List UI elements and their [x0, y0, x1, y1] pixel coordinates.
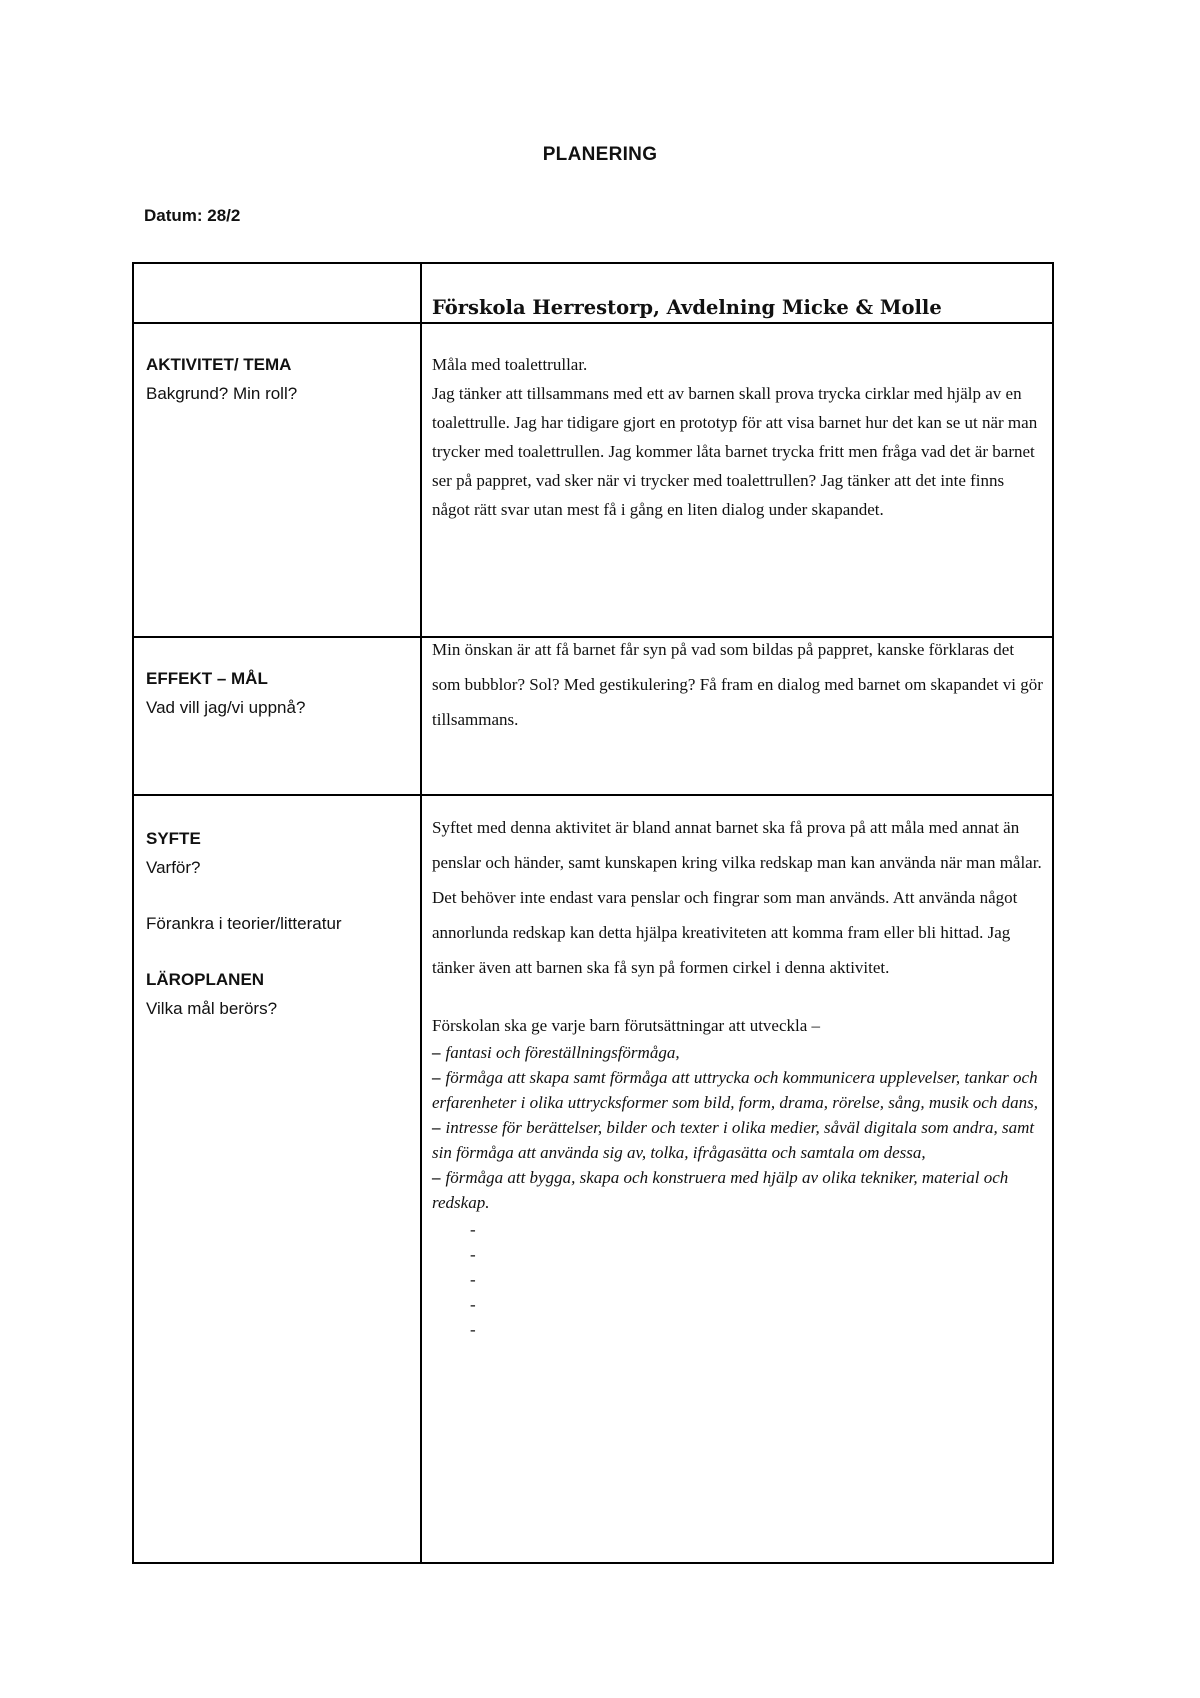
curriculum-goal-item: – förmåga att skapa samt förmåga att uttrycka och kommunicera upplevelser, tankar och erfarenheter i olika uttrycksformer som bild, form, drama, rörelse, sång, musik och dans, [432, 1068, 1038, 1112]
activity-label-cell [146, 350, 412, 408]
purpose-label-cell [146, 824, 412, 1023]
effect-label-cell [146, 664, 412, 722]
planning-table [132, 262, 1054, 1564]
activity-paragraph: Jag tänker att tillsammans med ett av barnen skall prova trycka cirklar med hjälp av en toalettrulle. Jag har tidigare gjort en prototyp för att visa barnet hur det kan se ut när man trycker med toalettrullen. Jag kommer låta barnet trycka fritt men fråga vad det är barnet ser på pappret, vad sker när vi trycker med toalettrullen? Jag tänker att det inte finns något rätt svar utan mest få i gång en liten dialog under skapandet. [432, 384, 1038, 519]
theory-sublabel: Förankra i teorier/litteratur [146, 914, 342, 933]
empty-dash-item: - [470, 1220, 476, 1239]
column-divider [420, 264, 422, 1562]
document-title: PLANERING [542, 144, 658, 165]
effect-content-cell [432, 632, 1044, 737]
list-dash: – [432, 1068, 441, 1087]
curriculum-goal-item: – förmåga att bygga, skapa och konstruera med hjälp av olika tekniker, material och redskap. [432, 1168, 1009, 1212]
empty-dash-item: - [470, 1245, 476, 1264]
curriculum-goal-item: – fantasi och föreställningsförmåga, [432, 1043, 680, 1062]
empty-dash-item: - [470, 1270, 476, 1289]
curriculum-goal-list [432, 1040, 1044, 1215]
curriculum-label: LÄROPLANEN [146, 970, 265, 989]
activity-sublabel: Bakgrund? Min roll? [146, 384, 298, 403]
activity-content-cell [432, 350, 1044, 524]
effect-paragraph: Min önskan är att få barnet får syn på vad som bildas på pappret, kanske förklaras det som bubblor? Sol? Med gestikulering? Få fram en dialog med barnet om skapandet vi gör tillsammans. [432, 640, 1043, 729]
list-dash: – [432, 1168, 441, 1187]
empty-dash-item: - [470, 1295, 476, 1314]
activity-paragraph: Måla med toalettrullar. [432, 355, 588, 374]
purpose-label: SYFTE [146, 829, 201, 848]
activity-label: AKTIVITET/ TEMA [146, 355, 292, 374]
row-divider-effect [134, 794, 1052, 796]
empty-dash-list [432, 1217, 1044, 1342]
effect-sublabel: Vad vill jag/vi uppnå? [146, 698, 306, 717]
row-divider-header [134, 322, 1052, 324]
curriculum-goal-item: – intresse för berättelser, bilder och texter i olika medier, såväl digitala som andra, samt sin förmåga att använda sig av, tolka, ifrågasätta och samtala om dessa, [432, 1118, 1035, 1162]
purpose-content-cell [432, 810, 1044, 1342]
empty-dash-item: - [470, 1320, 476, 1339]
date-line: Datum: 28/2 [144, 206, 241, 225]
purpose-sublabel: Varför? [146, 858, 201, 877]
curriculum-sublabel: Vilka mål berörs? [146, 999, 278, 1018]
list-dash: – [432, 1118, 441, 1137]
curriculum-intro: Förskolan ska ge varje barn förutsättningar att utveckla – [432, 1016, 821, 1035]
effect-label: EFFEKT – MÅL [146, 669, 268, 688]
table-header-school: Förskola Herrestorp, Avdelning Micke & Molle [432, 296, 942, 319]
list-dash: – [432, 1043, 441, 1062]
purpose-paragraph: Syftet med denna aktivitet är bland annat barnet ska få prova på att måla med annat än penslar och händer, samt kunskapen kring vilka redskap man kan använda när man målar. Det behöver inte endast vara penslar och fingrar som man används. Att använda något annorlunda redskap kan detta hjälpa kreativiteten att komma fram eller bli hittad. Jag tänker även att barnen ska få syn på formen cirkel i denna aktivitet. [432, 818, 1042, 977]
